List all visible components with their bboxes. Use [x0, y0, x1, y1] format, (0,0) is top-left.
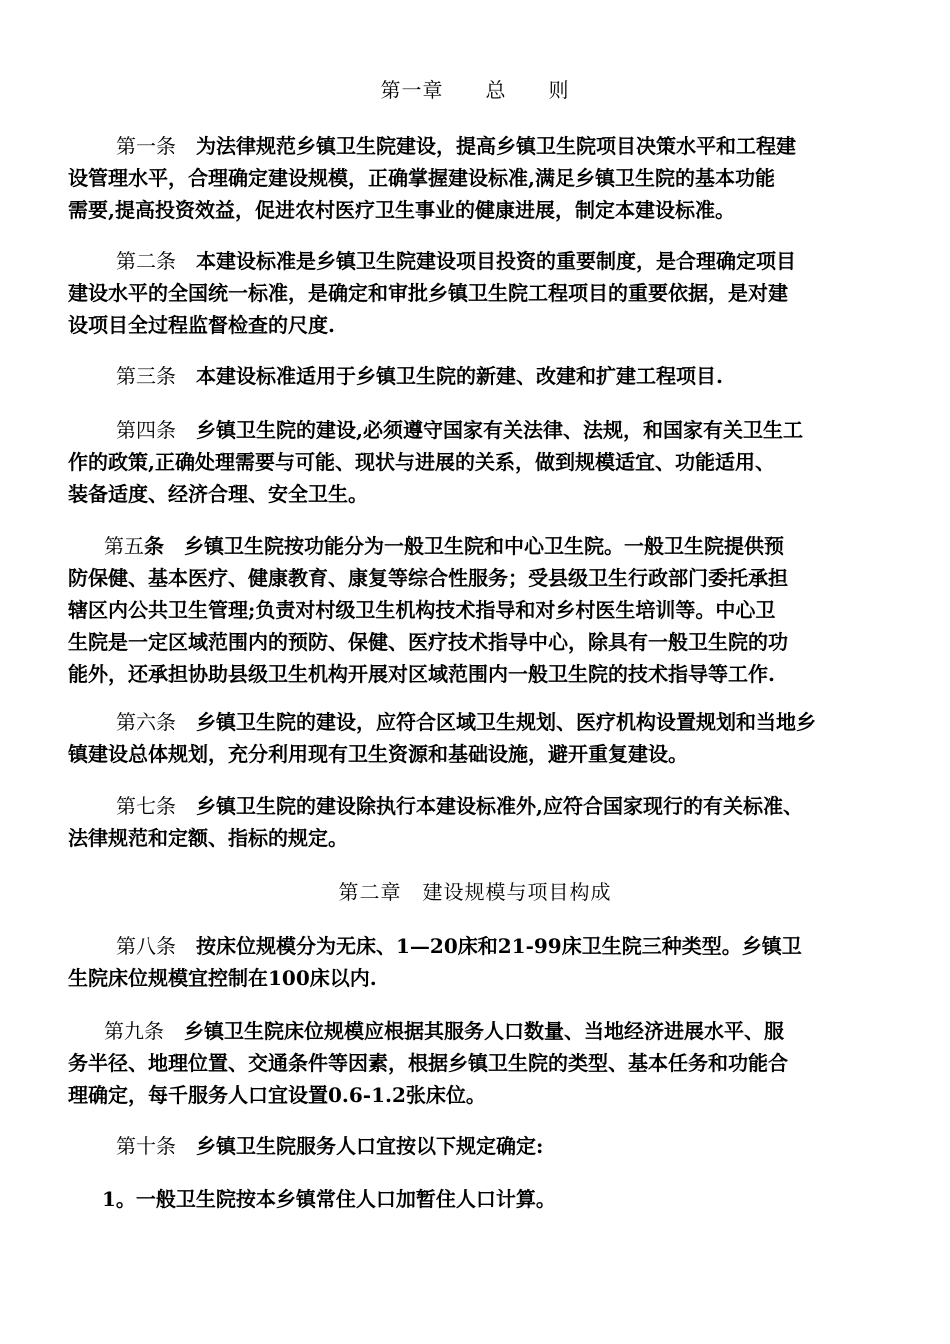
article-10-line-1: 乡镇卫生院服务人口宜按以下规定确定:	[196, 1134, 544, 1158]
article-9-line-1: 乡镇卫生院床位规模应根据其服务人口数量、当地经济进展水平、服	[184, 1019, 784, 1043]
article-2	[68, 245, 882, 341]
chapter-1-heading: 第一章 总 则	[380, 78, 570, 102]
article-10-label: 第十条	[116, 1134, 176, 1158]
article-8-line-1: 按床位规模分为无床、1—20床和21-99床卫生院三种类型。乡镇卫	[196, 934, 802, 958]
article-4-label: 第四条	[116, 418, 176, 442]
article-1-line-1: 为法律规范乡镇卫生院建设，提高乡镇卫生院项目决策水平和工程建	[196, 134, 796, 158]
article-7	[68, 790, 882, 854]
article-8-line-2: 生院床位规模宜控制在100床以内.	[68, 966, 377, 990]
article-5-line-1: 乡镇卫生院按功能分为一般卫生院和中心卫生院。一般卫生院提供预	[184, 534, 784, 558]
article-2-line-1: 本建设标准是乡镇卫生院建设项目投资的重要制度，是合理确定项目	[196, 249, 796, 273]
article-10	[68, 1130, 882, 1162]
article-4	[68, 414, 882, 510]
article-4-line-1: 乡镇卫生院的建设,必须遵守国家有关法律、法规，和国家有关卫生工	[196, 418, 803, 442]
article-5-line-3: 辖区内公共卫生管理;负责对村级卫生机构技术指导和对乡村医生培训等。中心卫	[68, 598, 776, 622]
article-2-line-3: 设项目全过程监督检查的尺度.	[68, 313, 335, 337]
article-9	[68, 1015, 882, 1111]
article-7-line-2: 法律规范和定额、指标的规定。	[68, 826, 348, 850]
article-9-line-3: 理确定，每千服务人口宜设置0.6-1.2张床位。	[68, 1083, 486, 1107]
article-5-line-2: 防保健、基本医疗、健康教育、康复等综合性服务；受县级卫生行政部门委托承担	[68, 566, 788, 590]
article-3-line-1: 本建设标准适用于乡镇卫生院的新建、改建和扩建工程项目.	[196, 364, 723, 388]
article-5-line-4: 生院是一定区域范围内的预防、保健、医疗技术指导中心，除具有一般卫生院的功	[68, 630, 788, 654]
article-2-line-2: 建设水平的全国统一标准，是确定和审批乡镇卫生院工程项目的重要依据，是对建	[68, 281, 788, 305]
article-4-line-2: 作的政策,正确处理需要与可能、现状与进展的关系，做到规模适宜、功能适用、	[68, 450, 775, 474]
article-4-line-3: 装备适度、经济合理、安全卫生。	[68, 482, 368, 506]
article-8	[68, 930, 882, 994]
article-5	[68, 530, 882, 690]
article-6-line-1: 乡镇卫生院的建设，应符合区域卫生规划、医疗机构设置规划和当地乡	[196, 710, 816, 734]
article-7-line-1: 乡镇卫生院的建设除执行本建设标准外,应符合国家现行的有关标准、	[196, 794, 803, 818]
article-9-label: 第九条	[104, 1019, 164, 1043]
article-3	[68, 360, 882, 392]
article-1-line-3: 需要,提高投资效益，促进农村医疗卫生事业的健康进展，制定本建设标准。	[68, 198, 735, 222]
article-8-label: 第八条	[116, 934, 176, 958]
article-3-label: 第三条	[116, 364, 176, 388]
article-6	[68, 706, 882, 770]
article-1-line-2: 设管理水平，合理确定建设规模，正确掌握建设标准,满足乡镇卫生院的基本功能	[68, 166, 775, 190]
article-9-line-2: 务半径、地理位置、交通条件等因素，根据乡镇卫生院的类型、基本任务和功能合	[68, 1051, 788, 1075]
article-2-label: 第二条	[116, 249, 176, 273]
list-item-1	[68, 1183, 882, 1215]
article-1-label: 第一条	[116, 134, 176, 158]
article-1	[68, 130, 882, 226]
chapter-2-heading: 第二章 建设规模与项目构成	[338, 880, 612, 904]
list-item-1-text: 1。一般卫生院按本乡镇常住人口加暂住人口计算。	[102, 1187, 556, 1211]
article-6-label: 第六条	[116, 710, 176, 734]
article-5-label-end: 条	[144, 534, 164, 558]
article-7-label: 第七条	[116, 794, 176, 818]
article-5-label: 第五	[104, 534, 144, 558]
article-5-line-5: 能外，还承担协助县级卫生机构开展对区域范围内一般卫生院的技术指导等工作.	[68, 662, 775, 686]
article-6-line-2: 镇建设总体规划，充分利用现有卫生资源和基础设施，避开重复建设。	[68, 742, 688, 766]
